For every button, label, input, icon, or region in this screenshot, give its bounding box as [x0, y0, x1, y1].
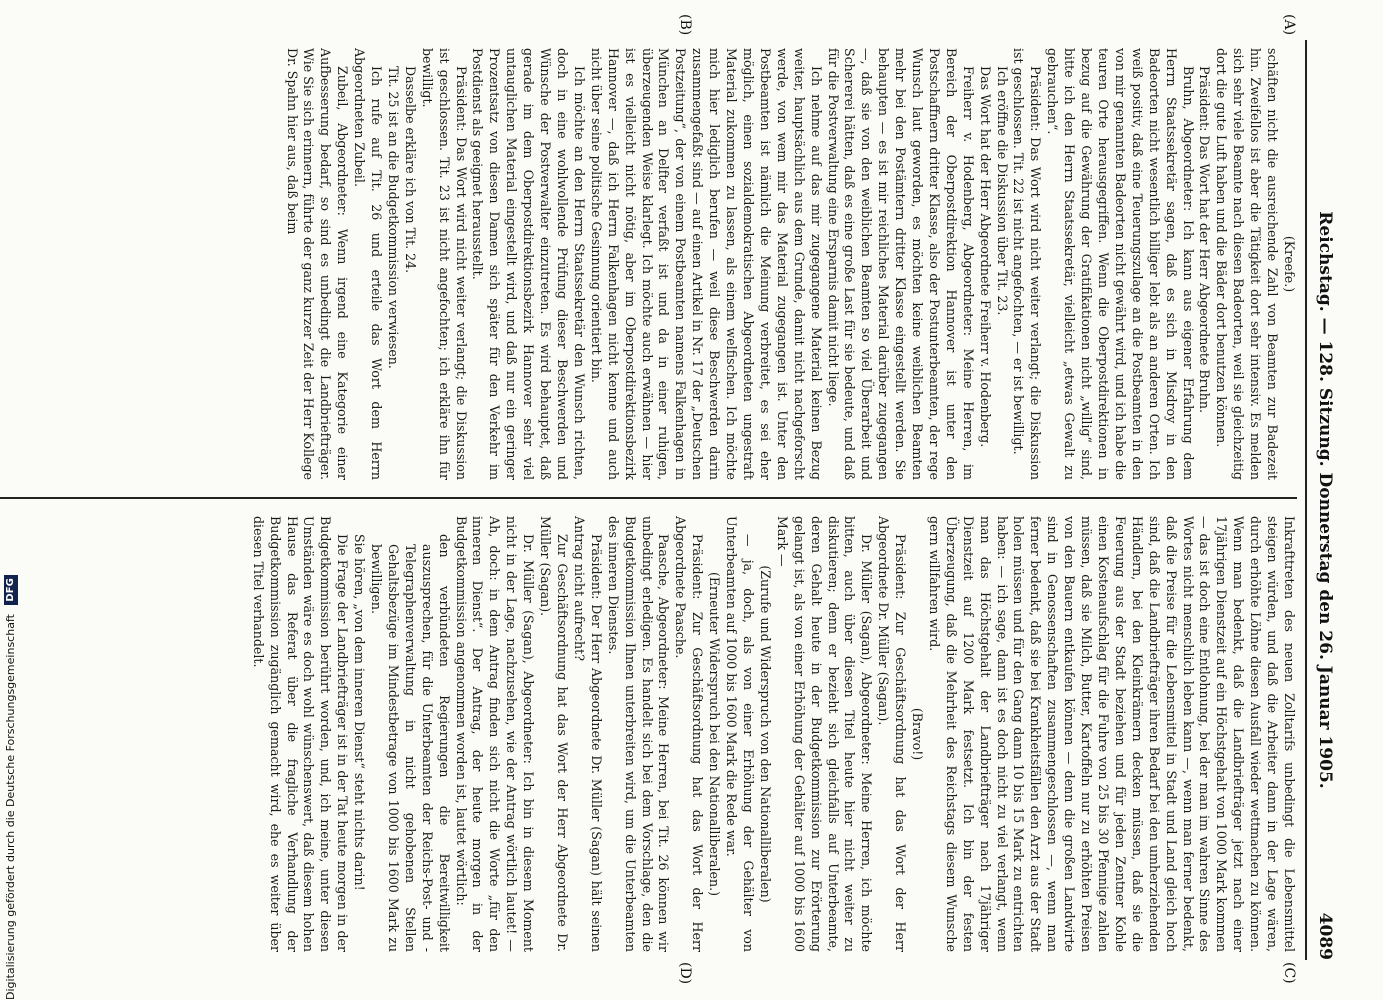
right-column	[0, 516, 1297, 952]
left-column-paragraph: Ich eröffne die Diskussion über Tit. 23.	[994, 66, 1010, 316]
left-column	[0, 48, 1297, 480]
right-column-paragraph: Zur Geschäftsordnung hat das Wort der Herr Abgeordnete Dr. Müller (Sagan).	[538, 516, 571, 952]
running-head-title: Reichstag. — 128. Sitzung. Donnerstag den 26. Januar 1905.	[1315, 211, 1335, 789]
digitization-credit	[4, 575, 24, 1000]
right-column-paragraph: Dr. Müller (Sagan), Abgeordneter: Meine Herren, ich möchte bitten, auch über diesen Titel heute hier nicht weiter zu diskutieren; denn er bezieht sich gleichfalls auf Unterbeamte, deren Gehalt heute in der Budgetkommission zur Erörterung gelangt ist, als von einer Erhöhung der Gehälter auf 1000 bis 1600 Mark —	[774, 516, 875, 952]
right-column-paragraph: Inkrafttreten des neuen Zolltarifs unbedingt die Lebensmittel steigen würden, und daß die Arbeiter dann in der Lage wären, durch erhöhte Löhne diesen Ausfall wieder wettmachen zu können. Wenn man bedenkt, daß die Landbriefträger jetzt nach einer 17jährigen Dienstzeit auf ein Höchstgehalt von 1000 Mark kommen — das ist doch eine Entlohnung, bei der man im wahren Sinne des Wortes nicht menschlich leben kann —, wenn man ferner bedenkt, daß die Preise für die Lebensmittel in Stadt und Land gleich hoch sind, daß die Landbriefträger ihren Bedarf bei den umherziehenden Händlern, bei den Kleinkrämern decken müssen, daß sie die Feuerung aus der Stadt beziehen und für jeden Zentner Kohle einen Kostenaufschlag für die Fuhre von 25 bis 30 Pfennige zahlen müssen, daß sie Milch, Butter, Kartoffeln nur zu erhöhten Preisen von den Bauern entkaufen können — denn die großen Landwirte sind in Genossenschaften zusammengeschlossen —, wenn man ferner bedenkt, daß sie bei Krankheitsfällen den Arzt aus der Stadt holen müssen und für den Gang dann 10 bis 15 Mark zu entrichten haben: — ich sage, dann ist es doch nicht zu viel verlangt, wenn man das Höchstgehalt der Landbriefträger nach 17jähriger Dienstzeit auf 1200 Mark festsetzt. Ich bin der festen Überzeugung, daß die Mehrheit des Reichstags diesem Wunsche gern willfahren wird.	[926, 516, 1297, 952]
right-column-paragraph: Sie hören, „von dem inneren Dienst“ steht nichts darin!	[352, 534, 368, 891]
left-column-paragraph: Tit. 25 ist an die Budgetkommission verwiesen.	[385, 66, 401, 369]
margin-marker-a: (A)	[1281, 14, 1297, 36]
right-column-paragraph: Die Frage der Landbriefträger ist in der Tat heute morgen in der Budgetkommission berührt worden, und, ich meine, unter diesen Umständen wäre es doch wohl wünschenswert, daß diesem hohen Hause das Referat über die fragliche Verhandlung der Budgetkommission zugänglich gemacht wird, ehe es weiter über diesen Titel verhandelt.	[250, 516, 351, 952]
margin-marker-d: (D)	[677, 962, 693, 985]
left-column-paragraph: Ich möchte an den Herrn Staatssekretär den Wunsch richten, doch in eine wohlwollende Prüfung dieser Beschwerden und Wünsche der Postverwalter einzutreten. Es wird behauptet, daß gerade im dem Oberpostdirektionsbezirk Hannover sehr viel untauglichen Material eingestellt wird, und daß nur ein geringer Prozentsatz von diesen Damen sich später für den Verkehr im Postdienst als geeignet herausstellt.	[470, 48, 587, 480]
left-column-paragraph: (Kreefe.)	[1282, 235, 1297, 293]
left-column-paragraph: Präsident: Das Wort wird nicht weiter verlangt; die Diskussion ist geschlossen. Tit. 23 ist nicht angefochten; ich erkläre ihn für bewilligt.	[419, 48, 469, 480]
left-column-paragraph: Bruhn, Abgeordneter: Ich kann aus eigener Erfahrung dem Herrn Staatssekretär sagen, daß es sich in Misdroy in den Badeorten nicht wesentlich billiger lebt als an anderen Orten. Ich weiß positiv, daß eine Teuerungszulage an die Postbeamten in den von mir genannten Badeorten nicht gewährt wird, und ich habe die teuren Orte herausgegriffen. Wenn die Oberpostdirektionen in bezug auf die Gewährung der Gratifikationen nicht „willig“ sind, bitte ich den Herrn Staatssekretär, vielleicht „etwas Gewalt zu gebrauchen“.	[1045, 48, 1196, 480]
credit-text: Digitalisierung gefördert durch die Deutsche Forschungsgemeinschaft	[4, 614, 17, 1000]
left-column-paragraph: Zubeil, Abgeordneter: Wenn irgend eine Kategorie einer Aufbesserung bedarf, so sind es unbedingt die Landbriefträger. Wie Sie sich erinnern, führte der ganz kurzer Zeit der Herr Kollege Dr. Spahn hier aus, daß beim	[284, 48, 351, 480]
right-column-paragraph: Präsident: Zur Geschäftsordnung hat das Wort der Herr Abgeordnete Dr. Müller (Sagan).	[876, 516, 909, 952]
left-column-paragraph: Dasselbe erkläre ich von Tit. 24.	[402, 66, 418, 274]
right-column-paragraph: Präsident: Der Herr Abgeordnete Dr. Müller (Sagan) hält seinen Antrag nicht aufrecht?	[571, 516, 604, 952]
dfg-logo: DFG	[4, 575, 18, 604]
header-rule	[1305, 40, 1307, 960]
left-column-paragraph: Ich rufe auf Tit. 26 und erteile das Wort dem Herrn Abgeordneten Zubeil.	[352, 48, 385, 480]
right-column-paragraph: Paasche, Abgeordneter: Meine Herren, bei Tit. 26 können wir unbedingt erledigen. Es handelt sich bei dem Vorschlage, den die Budgetkommission Ihnen unterbreiten wird, um die Unterbeamten des inneren Dienstes.	[605, 516, 672, 952]
column-divider	[0, 497, 1297, 499]
page-number: 4089	[1315, 912, 1335, 960]
right-column-paragraph: den verbündeten Regierungen die Bereitwilligkeit auszusprechen, für die Unterbeamten der Reichs-Post- und -Telegraphenverwaltung in nicht gehobenen Stellen Gehaltsbezüge im Mindestbetrage von 1000 bis 1600 Mark zu bewilligen.	[369, 534, 452, 952]
right-column-paragraph: (Zurufe und Widerspruch von den Nationalliberalen)	[757, 565, 773, 903]
margin-marker-c: (C)	[1281, 962, 1297, 984]
right-column-paragraph: Dr. Müller (Sagan), Abgeordneter: Ich bin in diesem Moment nicht in der Lage, nachzusehen, wie der Antrag wörtlich lautet! — Ah, doch: in dem Antrag finden sich nicht die Worte „für den inneren Dienst“. Der Antrag, der heute morgen in der Budgetkommission angenommen worden ist, lautet wörtlich:	[453, 516, 537, 952]
left-column-paragraph: Freiherr v. Hodenberg, Abgeordneter: Meine Herren, im Bereich der Oberpostdirektion Hannover ist unter den Postschaffnern dritter Klasse, also der Postunterbeamten, der rege Wunsch laut geworden, es möchten keine weiblichen Beamten mehr bei den Postämtern dritter Klasse eingestellt werden. Sie behaupten — es ist mir reichliches Material darüber zugegangen —, daß sie von den weiblichen Beamten so viel Überarbeit und Schererei hätten, daß es eine große Last für sie bedeute, und daß für die Postverwaltung eine Ersparnis damit nicht liege.	[825, 48, 976, 480]
right-column-paragraph: — ja, doch, als von einer Erhöhung der Gehälter von Unterbeamten auf 1000 bis 1600 Mark die Rede war.	[724, 516, 756, 952]
running-head	[1309, 40, 1335, 960]
left-column-paragraph: Ich nehme auf das mir zugegangene Material keinen Bezug weiter, hauptsächlich aus dem Grunde, damit nicht nachgeforscht werde, von wem mir das Material zugegangen ist. Unter den Postbeamten ist nämlich die Meinung verbreitet, es sei eher möglich, einen sozialdemokratischen Abgeordneten ungestraft Material zukommen zu lassen, als einem welfischen. Ich möchte mich hier lediglich berufen — weil diese Beschwerden darin zusammengefaßt sind — auf einen Artikel in Nr. 17 der „Deutschen Postzeitung“, der von einem Postbeamten namens Falkenhagen in München an Delfter verfaßt ist und da in einer ruhigen, überzeugenden Weise klarlegt. Ich möchte auch erwähnen — hier ist es vielleicht nicht nötig, aber im Oberpostdirektionsbezirk Hannover —, daß ich Herrn Falkenhagen nicht kenne und auch nicht über seine politische Gesinnung orientiert bin.	[588, 48, 824, 480]
left-column-paragraph: schäften nicht die ausreichende Zahl von Beamten zur Badezeit hin. Zweifellos ist aber die Tätigkeit dort sehr intensiv. Es melden sich sehr viele Beamte nach diesen Badeorten, weil sie gleichzeitig dort die gute Luft haben und die Bäder dort benutzen können.	[1214, 48, 1281, 480]
margin-marker-b: (B)	[677, 14, 693, 36]
left-column-paragraph: Präsident: Das Wort hat der Herr Abgeordnete Bruhn.	[1197, 66, 1213, 413]
right-column-paragraph: (Bravo!)	[910, 707, 926, 761]
right-column-paragraph: Präsident: Zur Geschäftsordnung hat das Wort der Herr Abgeordnete Paasche.	[673, 516, 706, 952]
left-column-paragraph: Präsident: Das Wort wird nicht weiter verlangt; die Diskussion ist geschlossen. Tit. 22 ist nicht angefochten, — er ist bewilligt.	[1011, 48, 1044, 480]
left-column-paragraph: Das Wort hat der Herr Abgeordnete Freiherr v. Hodenberg.	[977, 66, 993, 448]
right-column-paragraph: (Erneuter Widerspruch bei den Nationalliberalen.)	[707, 571, 723, 897]
